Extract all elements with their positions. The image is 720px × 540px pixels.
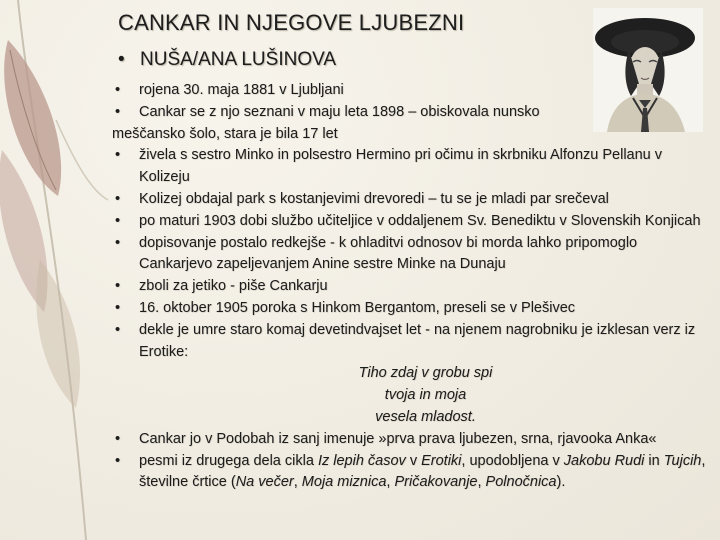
list-item xyxy=(112,102,712,124)
item-text-segment: , številne črtice ( xyxy=(139,452,706,491)
item-text-segment: , xyxy=(477,474,486,491)
work-title: Pričakovanje xyxy=(394,474,478,491)
item-text-segment: ). xyxy=(556,474,566,491)
item-text: po maturi 1903 dobi službo učiteljice v oddaljenem Sv. Benediktu v Slovenskih Konjicah xyxy=(139,212,701,229)
list-item xyxy=(112,276,712,298)
bullet: • xyxy=(115,278,121,295)
bullet: • xyxy=(115,452,121,469)
subtitle-bullet: • xyxy=(118,49,125,70)
poem-line: Tiho zdaj v grobu spi xyxy=(358,365,493,382)
item-text-segment: , upodobljena v xyxy=(461,452,564,469)
work-title: Erotiki xyxy=(421,452,462,469)
list-item xyxy=(112,80,712,102)
item-text: dekle je umre staro komaj devetindvajset let - na njenem nagrobniku je izklesan verz iz Erotike: xyxy=(139,321,696,360)
slide-body xyxy=(112,80,712,494)
list-item-continuation xyxy=(112,124,712,146)
work-title: Na večer xyxy=(235,474,294,491)
list-item xyxy=(112,211,712,233)
bullet: • xyxy=(115,82,121,98)
list-item xyxy=(112,451,712,495)
poem-line: tvoja in moja xyxy=(384,387,467,404)
item-text-segment: , xyxy=(386,474,395,491)
item-text: dopisovanje postalo redkejše - k ohladitvi odnosov bi morda lahko pripomoglo Cankarjevo zapeljevanjem Anine sestre Minke na Dunaju xyxy=(139,234,638,273)
item-text: zboli za jetiko - piše Cankarju xyxy=(139,278,328,295)
bullet: • xyxy=(115,299,121,316)
list-item xyxy=(112,145,712,189)
work-title: Jakobu Rudi xyxy=(563,452,645,469)
bullet: • xyxy=(115,190,121,207)
work-title: Iz lepih časov xyxy=(317,452,406,469)
item-text: živela s sestro Minko in polsestro Hermino pri očimu in skrbniku Alfonzu Pellanu v Kolizeju xyxy=(139,147,663,186)
item-text: Cankar se z njo seznani v maju leta 1898 – obiskovala nunsko xyxy=(139,103,540,120)
work-title: Moja miznica xyxy=(301,474,387,491)
subtitle-text: NUŠA/ANA LUŠINOVA xyxy=(140,49,337,70)
bullet: • xyxy=(115,234,121,251)
work-title: Polnočnica xyxy=(485,474,557,491)
slide-title: CANKAR IN NJEGOVE LJUBEZNI xyxy=(118,10,465,35)
item-text-segment: v xyxy=(405,452,422,469)
bullet: • xyxy=(115,321,121,338)
bullet: • xyxy=(115,430,121,447)
item-text: meščansko šolo, stara je bila 17 let xyxy=(112,125,338,142)
item-text-segment: , xyxy=(293,474,302,491)
bullet: • xyxy=(115,147,121,164)
list-item xyxy=(112,320,712,364)
list-item xyxy=(112,298,712,320)
list-item xyxy=(112,189,712,211)
item-text: Cankar jo v Podobah iz sanj imenuje »prva prava ljubezen, srna, rjavooka Anka« xyxy=(139,430,657,447)
list-item xyxy=(112,233,712,277)
poem-line: vesela mladost. xyxy=(375,408,476,425)
item-text-segment: pesmi iz drugega dela cikla xyxy=(139,452,318,469)
work-title: Tujcih xyxy=(663,452,702,469)
list-item xyxy=(112,429,712,451)
item-text: 16. oktober 1905 poroka s Hinkom Bergantom, preseli se v Plešivec xyxy=(139,299,576,316)
item-text: Kolizej obdajal park s kostanjevimi drevoredi – tu se je mladi par srečeval xyxy=(139,190,609,207)
dried-leaves-decoration xyxy=(0,0,120,540)
item-text: rojena 30. maja 1881 v Ljubljani xyxy=(139,82,344,98)
bullet: • xyxy=(115,212,121,229)
slide-subtitle xyxy=(118,49,336,71)
bullet: • xyxy=(115,103,121,120)
item-text-segment: in xyxy=(644,452,664,469)
